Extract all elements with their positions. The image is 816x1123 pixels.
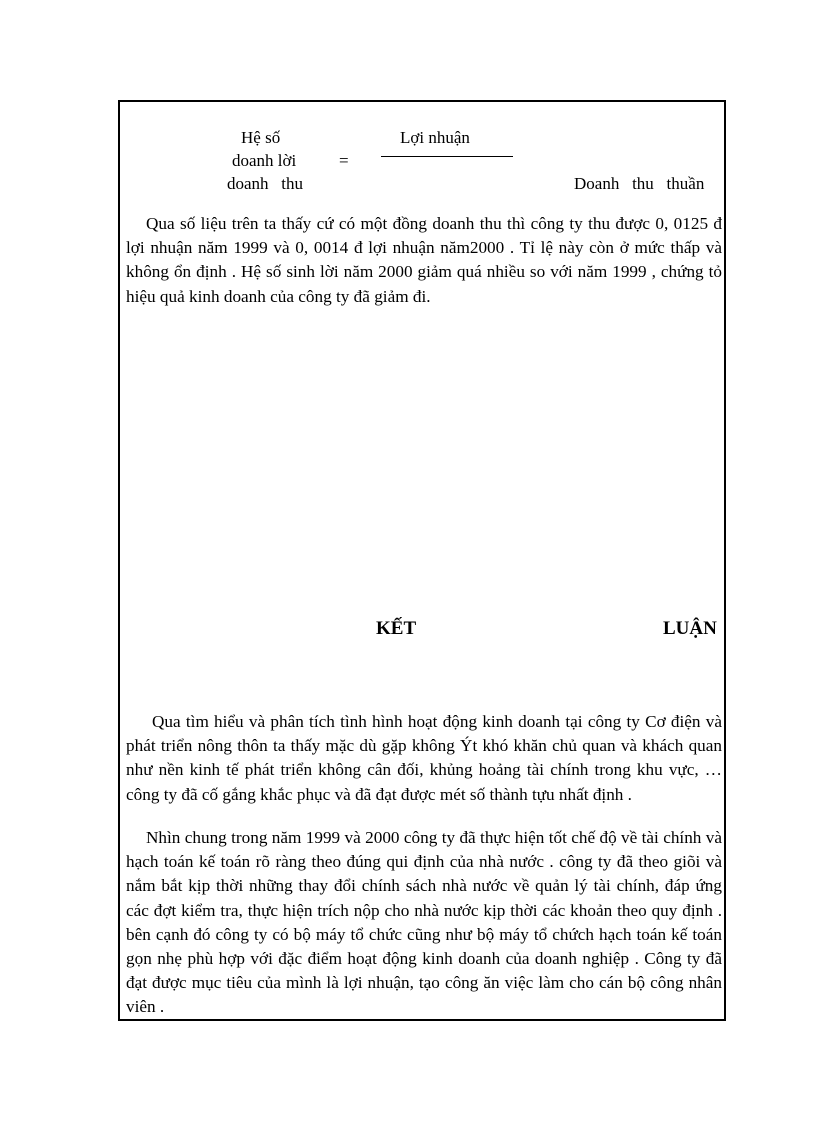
formula-label-line1: Hệ số xyxy=(241,128,281,147)
conclusion-paragraph-1: Qua tìm hiểu và phân tích tình hình hoạt động kinh doanh tại công ty Cơ điện và phát triển nông thôn ta thấy mặc dù gặp không Ýt khó khăn chủ quan và khách quan như nền kinh tế phát triển không cân đối, khủng hoảng tài chính trong khu vực, … công ty đã cố gắng khắc phục và đã đạt được mét số thành tựu nhất định . xyxy=(126,712,722,804)
conclusion-paragraph-2: Nhìn chung trong năm 1999 và 2000 công ty đã thực hiện tốt chế độ về tài chính và hạch toán kế toán rõ ràng theo đúng qui định của nhà nước . công ty đã theo giõi và nắm bắt kịp thời những thay đổi chính sách nhà nước về quản lý tài chính, đáp ứng các đợt kiểm tra, thực hiện trích nộp cho nhà nước kịp thời các khoản theo quy định . bên cạnh đó công ty có bộ máy tổ chức cũng như bộ máy tổ chứch hạch toán kế toán gọn nhẹ phù hợp với đặc điểm hoạt động kinh doanh của doanh nghiệp . Công ty đã đạt được mục tiêu của mình là lợi nhuận, tạo công ăn việc làm cho cán bộ công nhân viên . xyxy=(126,828,722,1017)
formula-label-line3: doanh thu xyxy=(227,174,304,193)
heading-word-ket: KẾT xyxy=(376,618,417,639)
formula-equals-sign: = xyxy=(339,151,349,170)
formula-denominator: Doanh thu thuần xyxy=(574,174,705,193)
analysis-paragraph: Qua số liệu trên ta thấy cứ có một đồng doanh thu thì công ty thu được 0, 0125 đ lợi nhuận năm 1999 và 0, 0014 đ lợi nhuận năm2000 . Tỉ lệ này còn ở mức thấp và không ổn định . Hệ số sinh lời năm 2000 giảm quá nhiều so với năm 1999 , chứng tỏ hiệu quả kinh doanh của công ty đã giảm đi. xyxy=(126,214,722,306)
formula-fraction-line xyxy=(381,156,513,157)
formula-label-line2: doanh lời xyxy=(232,151,297,170)
heading-word-luan: LUẬN xyxy=(663,618,717,639)
formula-numerator: Lợi nhuận xyxy=(400,128,470,147)
